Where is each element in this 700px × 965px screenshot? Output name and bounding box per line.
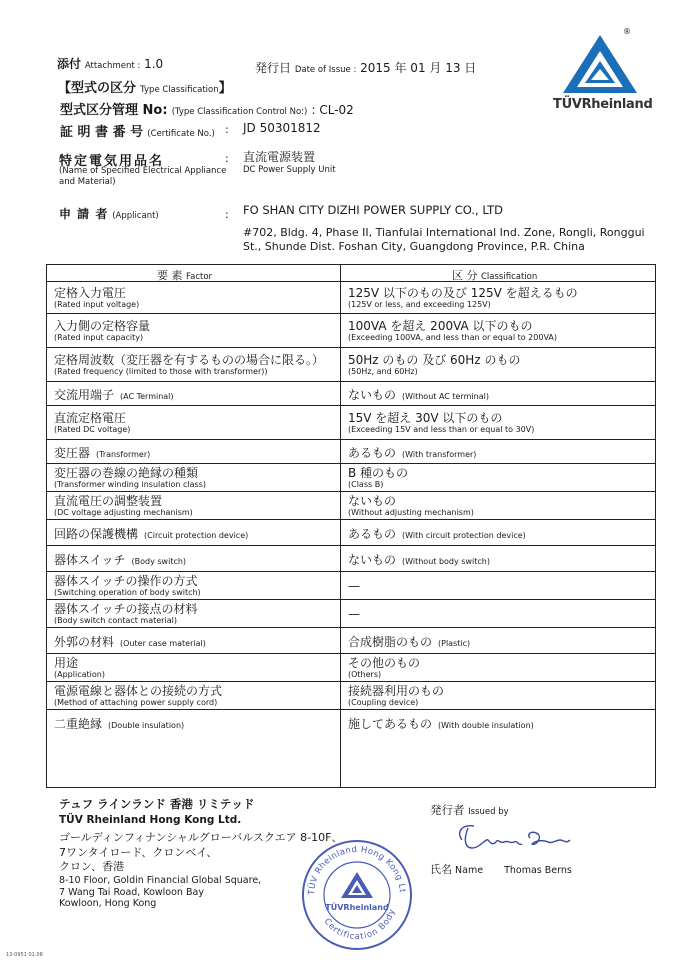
cell-text-jp: 電源電線と器体との接続の方式 xyxy=(54,683,223,698)
cell-text-jp: あるもの xyxy=(348,527,397,541)
cell-text-en: (Without adjusting mechanism) xyxy=(348,507,474,517)
cell-text-jp: 用途 xyxy=(54,655,79,670)
cell-text-en: (AC Terminal) xyxy=(120,392,174,401)
issuer-address-jp: ゴールディンフィナンシャルグローバルスクエア 8-10F、 7ワンタイロード、クロンベイ、 クロン、香港 xyxy=(59,831,343,873)
cell-text-en: (Rated frequency (limited to those with transformer)) xyxy=(54,366,268,376)
table-row xyxy=(47,348,655,382)
classification-cell xyxy=(341,546,656,571)
classification-cell xyxy=(341,572,656,599)
cell-text-jp: 50Hz のもの 及び 60Hz のもの xyxy=(348,352,521,367)
signer-name: Thomas Berns xyxy=(504,865,572,876)
certification-seal xyxy=(300,838,414,952)
cell-text-jp: 定格周波数（変圧器を有するものの場合に限る。） xyxy=(54,352,325,367)
classification-cell xyxy=(341,654,656,681)
cell-text-en: (Body switch) xyxy=(131,557,187,566)
cell-text-jp: 100VA を超え 200VA 以下のもの xyxy=(348,318,533,333)
classification-cell xyxy=(341,710,656,735)
cell-text-jp: 二重絶縁 xyxy=(54,717,103,731)
factor-cell xyxy=(47,572,340,599)
classification-cell xyxy=(341,406,656,439)
table-row xyxy=(47,572,655,600)
applicant-label-jp: 申 請 者 xyxy=(59,207,109,221)
cell-text-en: (50Hz, and 60Hz) xyxy=(348,366,418,376)
factor-cell xyxy=(47,464,340,491)
tuv-logo xyxy=(553,27,653,121)
classification-header-jp: 区 分 xyxy=(452,269,478,282)
cell-text-jp: 定格入力電圧 xyxy=(54,285,127,300)
seal-top-text: TÜV Rheinland Hong Kong Lt xyxy=(306,844,407,896)
cell-text-jp: 器体スイッチ xyxy=(54,553,126,567)
issued-by-en: Issued by xyxy=(468,807,509,817)
type-control-value: : CL-02 xyxy=(311,103,354,117)
cell-text-en: (Without AC terminal) xyxy=(402,392,489,401)
factor-cell xyxy=(47,492,340,519)
classification-cell xyxy=(341,382,656,405)
attachment-label-en: Attachment : xyxy=(84,61,141,71)
cell-text-jp: 直流電圧の調整装置 xyxy=(54,493,163,508)
table-row xyxy=(47,654,655,682)
type-classification-en: Type Classification xyxy=(140,85,219,95)
classification-cell xyxy=(341,440,656,463)
cell-text-en: (Rated input capacity) xyxy=(54,332,144,342)
factor-cell xyxy=(47,654,340,681)
factor-cell xyxy=(47,600,340,627)
cell-text-en: (With transformer) xyxy=(402,450,477,459)
type-classification-bracket: 】 xyxy=(218,81,232,96)
classification-cell xyxy=(341,682,656,709)
seal-stamp-icon xyxy=(300,838,414,952)
cell-text-en: (Without body switch) xyxy=(402,557,490,566)
issued-by-jp: 発行者 xyxy=(430,803,465,817)
applicant-address: #702, Bldg. 4, Phase II, Tianfulai International Ind. Zone, Rongli, Ronggui St., Shunde Dist. Foshan City, Guangdong Province, P.R. China xyxy=(243,226,645,253)
product-label-jp: 特定電気用品名 xyxy=(59,154,165,169)
classification-cell xyxy=(341,600,656,627)
factor-cell xyxy=(47,314,340,347)
issue-label-jp: 発行日 xyxy=(255,61,292,75)
cell-text-jp: 交流用端子 xyxy=(54,388,115,402)
table-row xyxy=(47,406,655,440)
table-row xyxy=(47,314,655,348)
tuv-brand-text: TÜVRheinland xyxy=(553,97,653,112)
table-row xyxy=(47,492,655,520)
issue-date: 2015 年 01 月 13 日 xyxy=(360,61,477,75)
cell-text-en: (Rated DC voltage) xyxy=(54,424,131,434)
classification-cell xyxy=(341,628,656,653)
cell-text-jp: 直流定格電圧 xyxy=(54,410,127,425)
seal-brand: TÜVRheinland xyxy=(325,903,389,912)
factor-cell xyxy=(47,382,340,405)
table-row xyxy=(47,628,655,654)
product-name-jp: 直流電源装置 xyxy=(243,150,316,164)
cell-text-en: (Class B) xyxy=(348,479,384,489)
issue-label-en: Date of Issue : xyxy=(294,65,357,75)
factor-cell xyxy=(47,710,340,735)
cell-text-jp: その他のもの xyxy=(348,655,421,670)
cell-text-en: (Application) xyxy=(54,669,105,679)
applicant-name: FO SHAN CITY DIZHI POWER SUPPLY CO., LTD xyxy=(243,203,504,217)
cell-text-jp: 合成樹脂のもの xyxy=(348,635,433,649)
classification-cell xyxy=(341,464,656,491)
factor-cell xyxy=(47,546,340,571)
cell-text-jp: 施してあるもの xyxy=(348,717,433,731)
classification-cell xyxy=(341,520,656,545)
signer-label-jp: 氏名 xyxy=(430,863,452,876)
product-colon: : xyxy=(225,152,229,165)
certificate-colon: : xyxy=(225,123,229,136)
cell-text-jp: 器体スイッチの接点の材料 xyxy=(54,601,198,616)
seal-bottom-text: Certification Body xyxy=(321,907,398,943)
table-row xyxy=(47,710,655,735)
factor-cell xyxy=(47,520,340,545)
cell-text-en: (125V or less, and exceeding 125V) xyxy=(348,299,491,309)
factor-cell xyxy=(47,628,340,653)
cell-text-jp: 125V 以下のもの及び 125V を超えるもの xyxy=(348,285,578,300)
table-header-row xyxy=(47,265,655,282)
certificate-label xyxy=(60,121,215,140)
table-row xyxy=(47,382,655,406)
applicant-colon: : xyxy=(225,208,229,221)
classification-table xyxy=(46,264,656,788)
column-divider xyxy=(340,265,341,787)
signature-icon xyxy=(452,818,577,858)
issued-by-label xyxy=(430,802,509,818)
certificate-label-jp: 証 明 書 番 号 xyxy=(60,125,144,140)
factor-cell xyxy=(47,406,340,439)
certificate-number: JD 50301812 xyxy=(243,121,321,135)
type-control-label-jp: 型式区分管理 No: xyxy=(60,103,168,118)
cell-text-en: (Transformer) xyxy=(96,450,151,459)
cell-text-jp: ないもの xyxy=(348,388,397,402)
classification-cell xyxy=(341,282,656,313)
cell-text-en: (With circuit protection device) xyxy=(402,531,526,540)
factor-cell xyxy=(47,440,340,463)
cell-text-jp: B 種のもの xyxy=(348,465,409,480)
cell-text-jp: あるもの xyxy=(348,446,397,460)
cell-text-en: (Rated input voltage) xyxy=(54,299,140,309)
cell-text-jp: 変圧器の巻線の絶縁の種類 xyxy=(54,465,199,480)
signature xyxy=(452,818,577,858)
factor-header xyxy=(157,267,212,283)
factor-cell xyxy=(47,682,340,709)
table-row xyxy=(47,440,655,464)
classification-cell xyxy=(341,348,656,381)
type-control-label-en: (Type Classification Control No:) xyxy=(171,107,308,117)
cell-text-jp: 入力側の定格容量 xyxy=(54,318,151,333)
factor-cell xyxy=(47,348,340,381)
cell-text-jp: 変圧器 xyxy=(54,446,91,460)
classification-cell xyxy=(341,492,656,519)
cell-text-jp: — xyxy=(348,606,360,621)
cell-text-en: (Switching operation of body switch) xyxy=(54,587,201,597)
cell-text-en: (Coupling device) xyxy=(348,697,419,707)
factor-cell xyxy=(47,282,340,313)
type-classification-heading xyxy=(58,77,232,96)
certificate-label-en: (Certificate No.) xyxy=(147,129,215,139)
cell-text-jp: 外郭の材料 xyxy=(54,635,115,649)
classification-cell xyxy=(341,314,656,347)
attachment-line xyxy=(57,55,163,72)
cell-text-en: (DC voltage adjusting mechanism) xyxy=(54,507,193,517)
cell-text-jp: ないもの xyxy=(348,553,397,567)
issuer-company-jp: テュフ ラインランド 香港 リミテッド xyxy=(59,797,255,811)
cell-text-en: (Double insulation) xyxy=(108,721,185,730)
factor-header-jp: 要 素 xyxy=(157,269,183,282)
product-label-en: (Name of Specified Electrical Appliance and Material) xyxy=(59,166,227,187)
cell-text-en: (Others) xyxy=(348,669,382,679)
cell-text-en: (Method of attaching power supply cord) xyxy=(54,697,218,707)
issuer-address-en: 8-10 Floor, Goldin Financial Global Square, 7 Wang Tai Road, Kowloon Bay Kowloon, Hong Kong xyxy=(59,875,262,909)
cell-text-en: (Body switch contact material) xyxy=(54,615,177,625)
product-name-en: DC Power Supply Unit xyxy=(243,165,336,175)
cell-text-en: (Transformer winding insulation class) xyxy=(54,479,206,489)
svg-text:Certification Body xyxy=(322,907,398,942)
signer-line xyxy=(430,861,572,877)
cell-text-en: (Exceeding 100VA, and less than or equal to 200VA) xyxy=(348,332,557,342)
signer-label-en: Name xyxy=(455,865,484,876)
issue-date-line xyxy=(255,59,476,76)
table-row xyxy=(47,546,655,572)
cell-text-jp: ないもの xyxy=(348,493,397,508)
cell-text-en: (Plastic) xyxy=(438,639,471,648)
table-row xyxy=(47,464,655,492)
document-code: 13-0951 01.08 xyxy=(6,952,43,958)
table-row xyxy=(47,600,655,628)
issuer-company-en: TÜV Rheinland Hong Kong Ltd. xyxy=(59,814,242,826)
cell-text-en: (Outer case material) xyxy=(120,639,206,648)
cell-text-en: (Exceeding 15V and less than or equal to 30V) xyxy=(348,424,535,434)
cell-text-jp: 接続器利用のもの xyxy=(348,683,445,698)
cell-text-en: (Circuit protection device) xyxy=(144,531,249,540)
attachment-label-jp: 添付 xyxy=(57,57,82,71)
table-row xyxy=(47,682,655,710)
classification-header xyxy=(452,267,537,283)
type-classification-jp: 【型式の区分 xyxy=(58,81,137,96)
table-row xyxy=(47,520,655,546)
table-row xyxy=(47,282,655,314)
cell-text-jp: 器体スイッチの操作の方式 xyxy=(54,573,198,588)
cell-text-jp: 回路の保護機構 xyxy=(54,527,139,541)
cell-text-jp: 15V を超え 30V 以下のもの xyxy=(348,410,503,425)
applicant-label-en: (Applicant) xyxy=(112,211,159,221)
cell-text-en: (With double insulation) xyxy=(438,721,534,730)
registered-mark: ® xyxy=(623,27,631,36)
classification-header-en: Classification xyxy=(481,272,538,282)
applicant-label xyxy=(59,205,159,222)
attachment-number: 1.0 xyxy=(144,57,164,71)
cell-text-jp: — xyxy=(348,578,360,593)
type-control-line xyxy=(60,99,354,118)
factor-header-en: Factor xyxy=(186,272,213,282)
